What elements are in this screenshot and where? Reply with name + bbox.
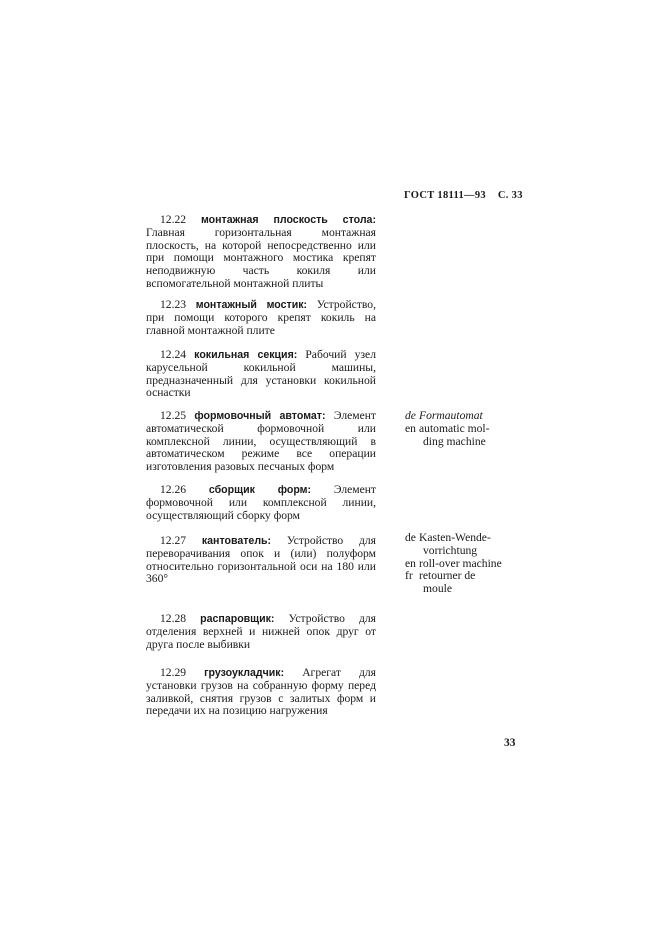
entry-term: монтажный мостик: [195,299,308,311]
foreign-term-en: roll-over machine [419,556,502,570]
foreign-term-de-continued: vorrichtung [423,543,478,557]
lang-code-fr: fr [405,569,413,583]
entry-definition: Элемент формовочной или комплексной линии, осуществляющий сборку форм [146,483,376,522]
entry-definition: Главная горизонтальная монтажная плоскость, на которой непосредственно или при помощи монтажного мостика крепят неподвижную часть кокиля или вспомогательной монтажной плиты [146,225,376,290]
entry-number: 12.29 [160,666,187,679]
term-entry-12-27 [146,535,376,586]
term-entry-12-23 [146,299,376,337]
entry-number: 12.27 [160,534,187,547]
foreign-row-en [405,423,555,436]
entry-number: 12.23 [160,298,187,311]
entry-term: распаровщик: [200,613,275,625]
entry-term: кокильная секция: [194,349,298,361]
lang-code-en: en [405,421,416,435]
standard-code: ГОСТ 18111—93 [404,190,486,201]
entry-term: грузоукладчик: [204,667,285,679]
entry-number: 12.26 [160,483,187,496]
foreign-equivalents-12-27 [405,532,555,596]
entry-number: 12.25 [160,409,187,422]
lang-code-en: en [405,556,416,570]
term-entry-12-26 [146,484,376,522]
foreign-term-de: Formautomat [419,409,483,422]
entry-definition: Устройство для переворачивания опок и (или) полуформ относительно горизонтальной оси на 180 или 360° [146,534,377,586]
entry-definition: Рабочий узел карусельной кокильной машины, предназначенный для установки кокильной оснастки [146,348,376,400]
term-entry-12-28 [146,613,376,651]
entry-term: сборщик форм: [208,484,312,496]
term-entry-12-22 [146,214,376,291]
lang-code-de: de [405,531,416,544]
entry-term: кантователь: [201,535,272,547]
foreign-term-de: Kasten-Wende- [419,531,491,544]
entry-definition: Устройство для отделения верхней и нижней опок друг от друга после выбивки [146,612,376,651]
lang-code-de: de [405,409,416,422]
foreign-term-en-continued: ding machine [423,434,486,448]
foreign-equivalents-12-25 [405,410,555,448]
page-header [404,190,523,201]
entry-definition: Элемент автоматической формовочной или комплексной линии, осуществляющий в автоматическом режиме все операции изготовления разовых песчаных форм [146,409,376,474]
foreign-term-en: automatic mol- [419,421,490,435]
entry-number: 12.24 [160,348,187,361]
entry-number: 12.22 [160,213,187,226]
foreign-row-de [405,410,555,423]
entry-term: монтажная плоскость стола: [200,214,376,226]
foreign-term-fr-continued: moule [423,582,452,596]
term-entry-12-29 [146,667,376,718]
entry-definition: Агрегат для установки грузов на собранную форму перед заливкой, снятия грузов с залитых форм и передачи их на позицию нагружения [146,666,376,718]
page-number: 33 [504,737,516,749]
entry-definition: Устройство, при помощи которого крепят кокиль на главной монтажной плите [146,298,376,337]
foreign-row-de [405,532,555,545]
foreign-term-fr: retourner de [419,569,476,583]
term-entry-12-24 [146,349,376,400]
term-entry-12-25 [146,410,376,474]
header-page-number: С. 33 [497,190,523,201]
entry-number: 12.28 [160,612,187,625]
entry-term: формовочный автомат: [194,410,326,422]
